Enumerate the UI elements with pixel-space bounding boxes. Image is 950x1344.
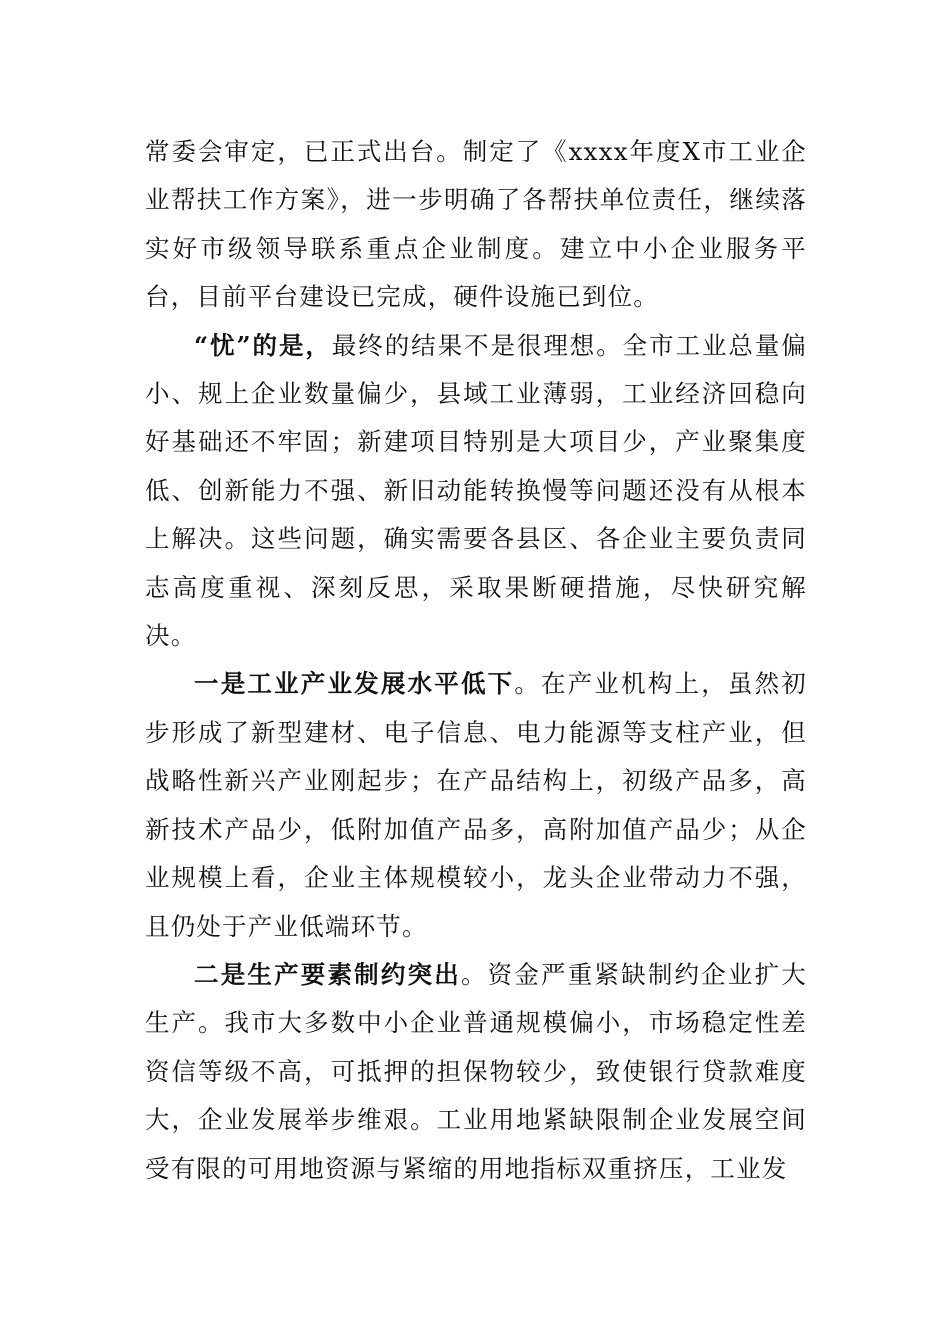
paragraph-continuation — [145, 128, 807, 322]
paragraph-worry — [145, 322, 807, 661]
paragraph-text: 常委会审定，已正式出台。制定了《xxxx年度X市工业企业帮扶工作方案》，进一步明确了各帮扶单位责任，继续落实好市级领导联系重点企业制度。建立中小企业服务平台，目前平台建设已完成，硬件设施已到位。 — [145, 137, 807, 312]
paragraph-lead-bold: 二是生产要素制约突出 — [194, 959, 461, 989]
paragraph-text: 。在产业机构上，虽然初步形成了新型建材、电子信息、电力能源等支柱产业，但战略性新兴产业刚起步；在产品结构上，初级产品多，高新技术产品少，低附加值产品多，高附加值产品少；从企业规模上看，企业主体规模较小，龙头企业带动力不强，且仍处于产业低端环节。 — [145, 669, 807, 941]
paragraph-point-one — [145, 660, 807, 950]
paragraph-lead-bold: “忧”的是， — [194, 330, 332, 360]
paragraph-point-two — [145, 951, 807, 1193]
document-body — [145, 128, 807, 1193]
paragraph-text: 最终的结果不是很理想。全市工业总量偏小、规上企业数量偏少，县域工业薄弱，工业经济回稳向好基础还不牢固；新建项目特别是大项目少，产业聚集度低、创新能力不强、新旧动能转换慢等问题还没有从根本上解决。这些问题，确实需要各县区、各企业主要负责同志高度重视、深刻反思，采取果断硬措施，尽快研究解决。 — [145, 330, 807, 651]
paragraph-lead-bold: 一是工业产业发展水平低下 — [194, 669, 515, 699]
paragraph-text: 。资金严重紧缺制约企业扩大生产。我市大多数中小企业普通规模偏小，市场稳定性差资信等级不高，可抵押的担保物较少，致使银行贷款难度大，企业发展举步维艰。工业用地紧缺限制企业发展空间受有限的可用地资源与紧缩的用地指标双重挤压，工业发 — [145, 959, 807, 1183]
